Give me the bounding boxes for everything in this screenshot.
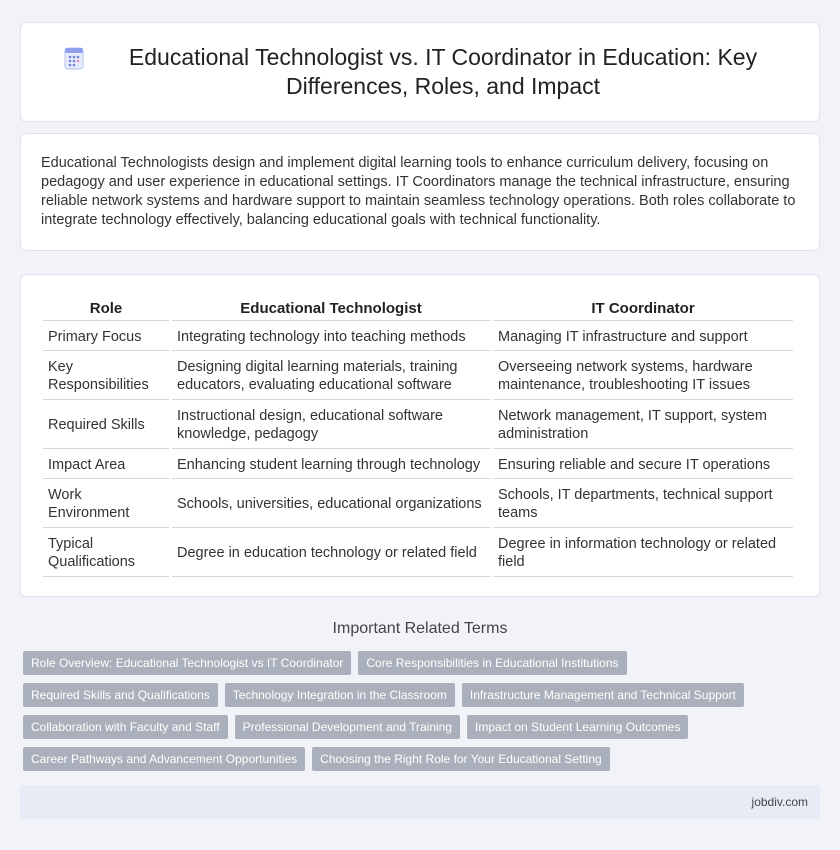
- tag-row: [23, 651, 823, 675]
- tag-row: [23, 747, 823, 771]
- table-cell: Integrating technology into teaching methods: [172, 321, 490, 351]
- page-title: Educational Technologist vs. IT Coordinator in Education: Key Differences, Roles, and Impact: [128, 44, 758, 99]
- row-label: Key Responsibilities: [43, 351, 169, 400]
- table-cell: Enhancing student learning through technology: [172, 449, 490, 479]
- related-term-tag[interactable]: Impact on Student Learning Outcomes: [467, 715, 688, 739]
- intro-paragraph: Educational Technologists design and implement digital learning tools to enhance curriculum delivery, focusing on pedagogy and user experience in educational settings. IT Coordinators manage the technical infrastructure, ensuring reliable network systems and hardware support to maintain seamless technology operations. Both roles collaborate to integrate technology effectively, balancing educational goals with technical functionality.: [41, 155, 796, 228]
- table-row: [43, 449, 793, 479]
- header-educational-technologist: Educational Technologist: [172, 295, 490, 321]
- related-term-tag[interactable]: Collaboration with Faculty and Staff: [23, 715, 228, 739]
- related-term-tag[interactable]: Technology Integration in the Classroom: [225, 683, 455, 707]
- table-header-row: [43, 295, 793, 321]
- table-cell: Instructional design, educational software knowledge, pedagogy: [172, 400, 490, 449]
- row-label: Impact Area: [43, 449, 169, 479]
- comparison-table: [40, 295, 796, 577]
- header-role: Role: [43, 295, 169, 321]
- table-row: [43, 528, 793, 577]
- table-cell: Designing digital learning materials, training educators, evaluating educational software: [172, 351, 490, 400]
- related-term-tag[interactable]: Required Skills and Qualifications: [23, 683, 218, 707]
- related-term-tag[interactable]: Core Responsibilities in Educational Institutions: [358, 651, 626, 675]
- intro-card: [20, 133, 820, 251]
- table-cell: Degree in education technology or related field: [172, 528, 490, 577]
- related-terms-tags: [23, 651, 823, 779]
- related-term-tag[interactable]: Career Pathways and Advancement Opportunities: [23, 747, 305, 771]
- table-cell: Network management, IT support, system administration: [493, 400, 793, 449]
- related-term-tag[interactable]: Infrastructure Management and Technical Support: [462, 683, 744, 707]
- related-term-tag[interactable]: Role Overview: Educational Technologist vs IT Coordinator: [23, 651, 351, 675]
- footer: [20, 785, 820, 819]
- table-cell: Ensuring reliable and secure IT operations: [493, 449, 793, 479]
- footer-site-link[interactable]: jobdiv.com: [751, 795, 808, 809]
- related-term-tag[interactable]: Choosing the Right Role for Your Educational Setting: [312, 747, 610, 771]
- tag-row: [23, 683, 823, 707]
- related-term-tag[interactable]: Professional Development and Training: [235, 715, 460, 739]
- row-label: Work Environment: [43, 479, 169, 528]
- table-cell: Schools, IT departments, technical support teams: [493, 479, 793, 528]
- tag-row: [23, 715, 823, 739]
- document-grid-icon: [61, 45, 87, 71]
- header-card: [20, 22, 820, 122]
- related-terms-heading: Important Related Terms: [332, 620, 508, 637]
- table-cell: Schools, universities, educational organizations: [172, 479, 490, 528]
- table-cell: Overseeing network systems, hardware maintenance, troubleshooting IT issues: [493, 351, 793, 400]
- header-it-coordinator: IT Coordinator: [493, 295, 793, 321]
- row-label: Typical Qualifications: [43, 528, 169, 577]
- row-label: Required Skills: [43, 400, 169, 449]
- table-row: [43, 479, 793, 528]
- table-cell: Managing IT infrastructure and support: [493, 321, 793, 351]
- table-row: [43, 321, 793, 351]
- table-cell: Degree in information technology or related field: [493, 528, 793, 577]
- table-row: [43, 351, 793, 400]
- table-row: [43, 400, 793, 449]
- row-label: Primary Focus: [43, 321, 169, 351]
- comparison-card: [20, 274, 820, 597]
